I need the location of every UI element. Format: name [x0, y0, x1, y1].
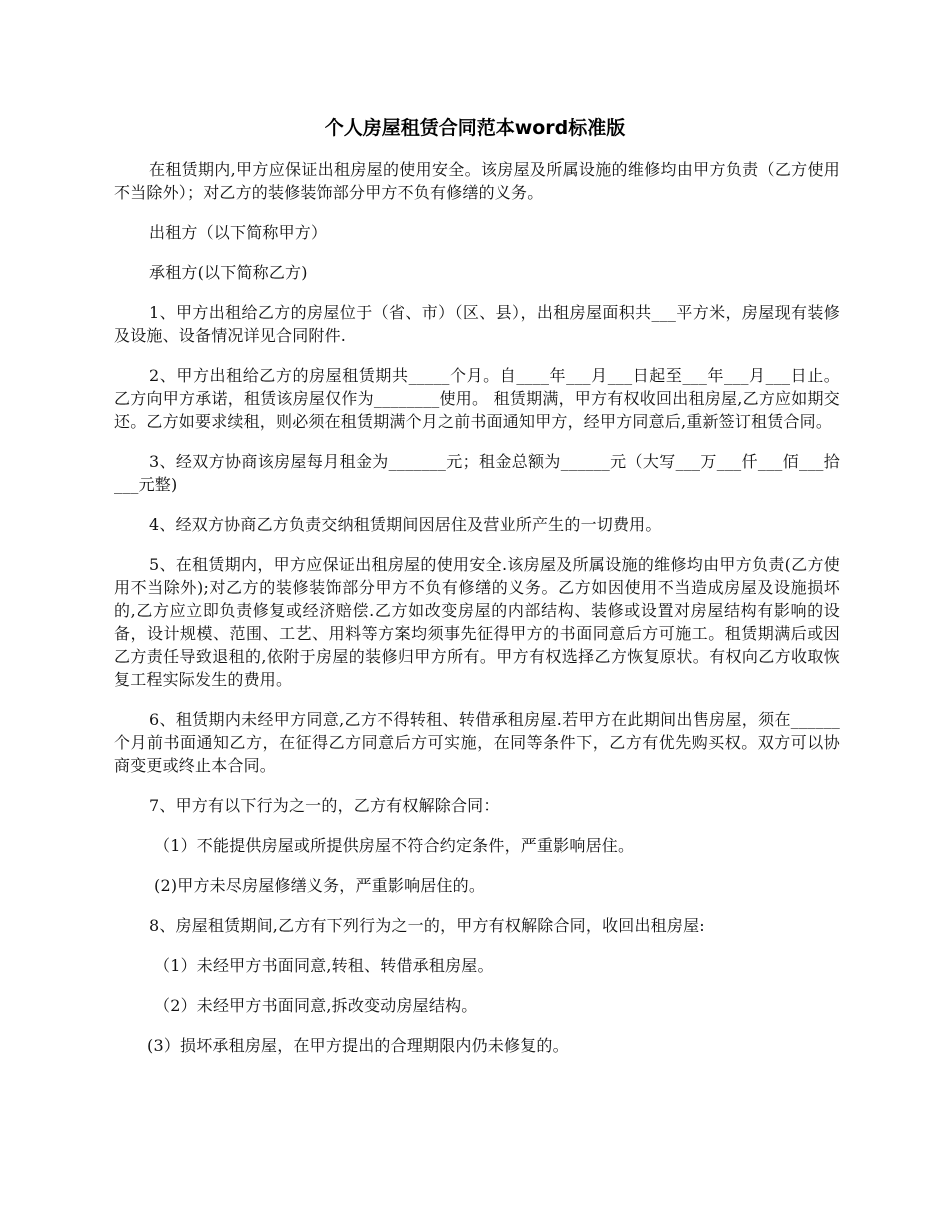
- clause-8-item-1: （1）未经甲方书面同意,转租、转借承租房屋。: [154, 956, 494, 975]
- clause-8: 8、房屋租赁期间,乙方有下列行为之一的，甲方有权解除合同，收回出租房屋:: [149, 916, 705, 935]
- paragraph-intro: 在租赁期内,甲方应保证出租房屋的使用安全。该房屋及所属设施的维修均由甲方负责（乙方使用不当除外）；对乙方的装修装饰部分甲方不负有修缮的义务。: [114, 160, 840, 202]
- document-title: 个人房屋租赁合同范本word标准版: [324, 117, 626, 139]
- clause-6: 6、租赁期内未经甲方同意,乙方不得转租、转借承租房屋.若甲方在此期间出售房屋，须在______个月前书面通知乙方，在征得乙方同意后方可实施，在同等条件下，乙方有优先购买权。双方可以协商变更或终止本合同。: [114, 710, 840, 775]
- clause-7-item-2: (2)甲方未尽房屋修缮义务，严重影响居住的。: [154, 876, 486, 895]
- clause-8-item-2: （2）未经甲方书面同意,拆改变动房屋结构。: [154, 996, 478, 1015]
- paragraph-lessee: 承租方(以下简称乙方): [149, 263, 308, 282]
- clause-3: 3、经双方协商该房屋每月租金为_______元；租金总额为______元（大写___万___仟___佰___拾___元整): [114, 452, 840, 494]
- clause-1: 1、甲方出租给乙方的房屋位于（省、市）（区、县），出租房屋面积共___平方米，房屋现有装修及设施、设备情况详见合同附件.: [114, 303, 840, 345]
- clause-7: 7、甲方有以下行为之一的，乙方有权解除合同：: [149, 796, 500, 815]
- clause-8-item-3: (3）损坏承租房屋，在甲方提出的合理期限内仍未修复的。: [147, 1036, 569, 1055]
- document-body: [114, 158, 840, 1074]
- clause-2: 2、甲方出租给乙方的房屋租赁期共_____个月。自____年___月___日起至___年___月___日止。乙方向甲方承诺，租赁该房屋仅作为________使用。 租赁期满，甲方有权收回出租房屋,乙方应如期交还。乙方如要求续租，则必须在租赁期满个月之前书面通知甲方，经甲方同意后,重新签订租赁合同。: [114, 366, 840, 431]
- clause-5: 5、在租赁期内，甲方应保证出租房屋的使用安全.该房屋及所属设施的维修均由甲方负责(乙方使用不当除外);对乙方的装修装饰部分甲方不负有修缮的义务。乙方如因使用不当造成房屋及设施损坏的,乙方应立即负责修复或经济赔偿.乙方如改变房屋的内部结构、装修或设置对房屋结构有影响的设备，设计规模、范围、工艺、用料等方案均须事先征得甲方的书面同意后方可施工。租赁期满后或因乙方责任导致退租的,依附于房屋的装修归甲方所有。甲方有权选择乙方恢复原状。有权向乙方收取恢复工程实际发生的费用。: [114, 555, 840, 689]
- clause-4: 4、经双方协商乙方负责交纳租赁期间因居住及营业所产生的一切费用。: [149, 515, 662, 534]
- clause-7-item-1: （1）不能提供房屋或所提供房屋不符合约定条件，严重影响居住。: [154, 836, 635, 855]
- paragraph-lessor: 出租方（以下简称甲方）: [149, 223, 328, 242]
